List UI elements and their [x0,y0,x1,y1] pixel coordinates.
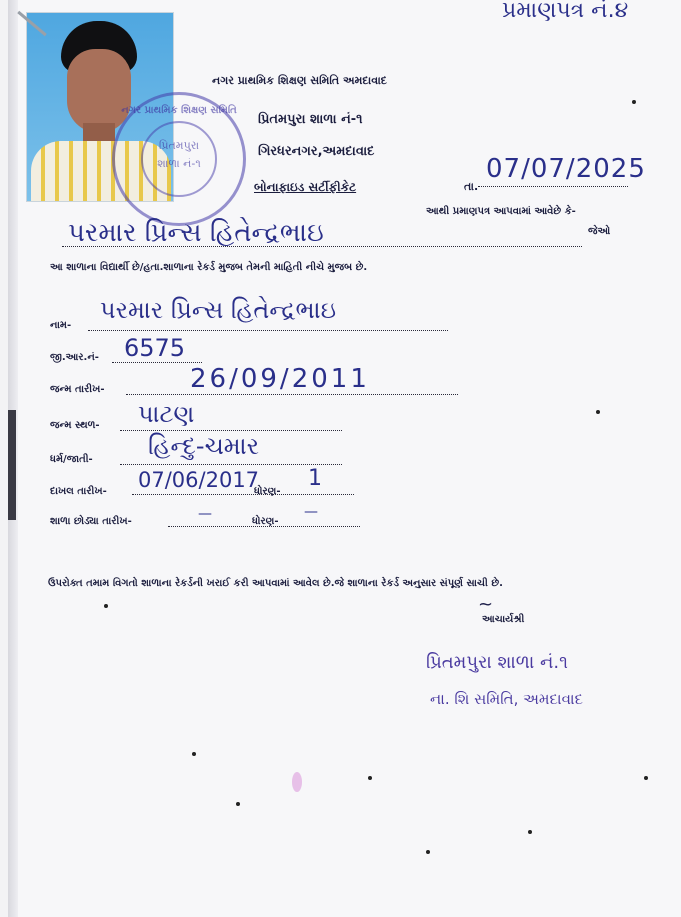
name-label: નામ- [50,320,72,331]
stray-dot [632,100,636,104]
leaving-std-value: — [304,504,318,520]
dob-line [126,394,458,395]
std-value: 1 [308,466,322,491]
intro-lead: આથી પ્રમાણપત્ર આપવામાં આવેછે કે- [426,206,576,217]
date-label: તા. [464,180,479,193]
stray-dot [236,802,240,806]
stray-dot [644,776,648,780]
school-name: પ્રિતમપુરા શાળા નં-૧ [258,112,363,127]
admission-label: દાખલ તારીખ- [50,486,107,497]
dob-label: જન્મ તારીખ- [50,384,105,395]
dob-value: 26/09/2011 [190,364,370,394]
gr-line [112,362,202,363]
religion-label: ધર્મ/જાતી- [50,454,93,465]
ink-smudge [292,772,302,792]
gr-value: 6575 [124,334,186,362]
stray-dot [192,752,196,756]
corner-note: પ્રમાણપત્ર નં.૪ [502,0,629,23]
leaving-std-label: ધોરણ- [252,516,279,527]
certificate-page [8,0,681,917]
stray-dot [104,604,108,608]
principal-signature: ~ [478,594,494,615]
std-label: ધોરણ- [254,486,281,497]
stray-dot [596,410,600,414]
intro-name: પરમાર પ્રિન્સ હિતેન્દ્રભાઇ [68,218,324,248]
intro-suffix: જેઓ [588,226,611,237]
seal-line1: પ્રિતમપુરા શાળા નં.૧ [426,652,568,673]
stamp-ring-text: નગર પ્રાથમિક શિક્ષણ સમિતિ [121,105,237,116]
intro-name-line [62,246,582,247]
school-stamp [112,92,246,226]
signature-role: આચાર્યશ્રી [482,614,525,625]
stamp-center-line2: શાળા નં-૧ [157,157,201,170]
photo-face [67,49,131,133]
board-name: નગર પ્રાથમિક શિક્ષણ સમિતિ અમદાવાદ [212,74,387,87]
stray-dot [528,830,532,834]
declaration-text: ઉપરોક્ત તમામ વિગતો શાળાના રેકર્ડની ખરાઈ કરી આપવામાં આવેલ છે.જે શાળાના રેકર્ડ અનુસાર સંપૂર્ણ સાચી છે. [48,578,503,589]
date-line [478,186,628,187]
birthplace-label: જન્મ સ્થળ- [50,420,100,431]
religion-line [120,464,342,465]
stray-dot [368,776,372,780]
gr-label: જી.આર.નં- [50,352,99,363]
stray-dot [426,850,430,854]
admission-line [132,494,354,495]
birthplace-value: પાટણ [138,400,195,428]
admission-value: 07/06/2017 [138,468,260,492]
birthplace-line [120,430,342,431]
leaving-label: શાળા છોડ્યા તારીખ- [50,516,132,527]
name-value: પરમાર પ્રિન્સ હિતેન્દ્રભાઇ [100,296,337,324]
leaving-value: — [198,506,212,522]
date-value: 07/07/2025 [486,154,646,184]
leaving-line [168,526,360,527]
school-address: ગિરધરનગર,અમદાવાદ [258,144,375,159]
certificate-title: બોનાફાઇડ સર્ટીફીકેટ [254,180,357,194]
seal-line2: ના. શિ સમિતિ, અમદાવાદ [430,690,583,708]
name-line [88,330,448,331]
page-edge-shadow [8,410,16,520]
intro-line2: આ શાળાના વિદ્યાર્થી છે/હતા.શાળાના રેકર્ડ મુજબ તેમની માહિતી નીચે મુજબ છે. [50,262,368,273]
religion-value: હિન્દુ-ચમાર [148,432,260,460]
stamp-center-line1: પ્રિતમપુરા [158,139,200,152]
